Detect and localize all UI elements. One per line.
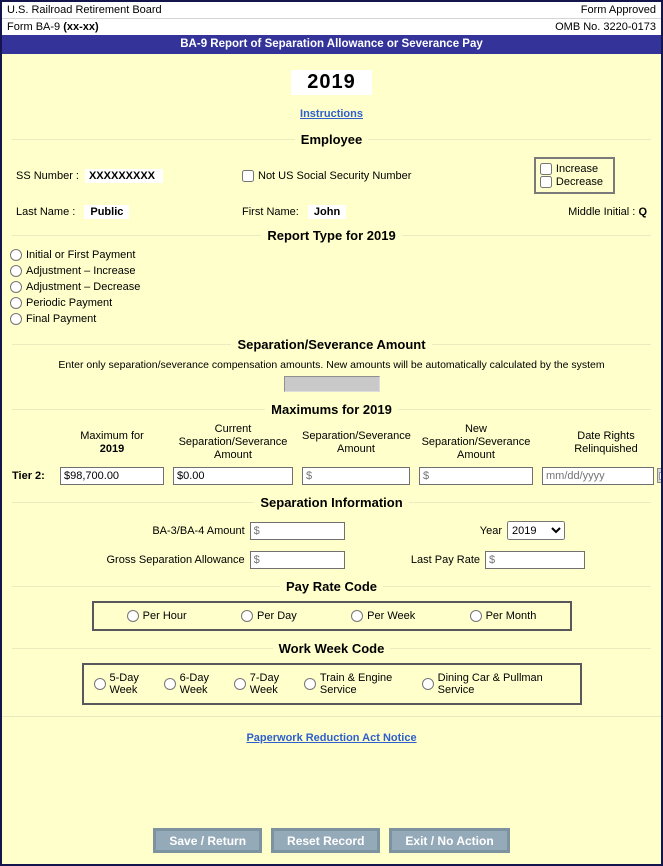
form-approved-label: Form Approved (580, 4, 656, 16)
tier2-row (9, 466, 654, 485)
save-return-button[interactable]: Save / Return (153, 828, 262, 853)
separation-info-heading-text: Separation Information (260, 495, 403, 510)
work-week-option-6day[interactable] (164, 672, 234, 696)
pay-rate-option-week[interactable] (351, 610, 415, 622)
tier2-current-input[interactable] (173, 467, 293, 485)
header-line: Amount (337, 442, 375, 455)
paperwork-row (2, 728, 661, 746)
work-week-radio-dining-pullman[interactable] (422, 678, 434, 690)
pay-rate-heading-text: Pay Rate Code (285, 579, 378, 594)
first-name-value: John (308, 205, 346, 219)
not-us-ssn-label: Not US Social Security Number (258, 169, 412, 182)
header-line: Amount (457, 449, 495, 461)
header-line: Separation/Severance (178, 436, 288, 448)
report-type-option-adj-decrease[interactable] (10, 279, 661, 295)
separation-info-row-2 (2, 551, 661, 569)
increase-decrease-box (534, 157, 615, 194)
banner-title: BA-9 Report of Separation Allowance or Severance Pay (2, 35, 661, 54)
separation-amount-header (302, 430, 410, 456)
pay-rate-radio-day[interactable] (241, 610, 253, 622)
year-group (345, 521, 661, 540)
calendar-icon (659, 472, 663, 480)
last-pay-rate-group (345, 551, 661, 569)
pay-rate-option-day[interactable] (241, 610, 297, 622)
work-week-radio-7day[interactable] (234, 678, 246, 690)
header-line: Amount (214, 449, 252, 461)
tier2-separation-input[interactable] (302, 467, 410, 485)
middle-initial-label: Middle Initial : (568, 206, 636, 218)
maximum-for-2019-header (60, 430, 164, 456)
ba34-group (2, 522, 345, 540)
work-week-radio-train-engine[interactable] (304, 678, 316, 690)
action-buttons (2, 828, 661, 853)
report-type-radio-initial[interactable] (10, 249, 22, 261)
report-type-radio-final[interactable] (10, 313, 22, 325)
work-week-option-7day[interactable] (234, 672, 304, 696)
radio-label: Per Hour (142, 610, 187, 622)
pay-rate-option-hour[interactable] (127, 610, 187, 622)
report-type-options (10, 247, 661, 327)
work-week-box (82, 663, 582, 705)
omb-number: OMB No. 3220-0173 (555, 21, 656, 33)
radio-label: Per Month (485, 610, 537, 622)
header-line: Current (214, 423, 252, 435)
radio-label: Periodic Payment (26, 297, 113, 309)
last-pay-rate-input[interactable] (485, 551, 585, 569)
tier2-maximum-cell (60, 466, 164, 485)
radio-label: Adjustment – Increase (26, 265, 136, 277)
first-name-label: First Name: (242, 206, 299, 218)
tier2-current-cell (173, 466, 293, 485)
form-content (2, 54, 661, 864)
severance-amount-heading-text: Separation/Severance Amount (237, 337, 426, 352)
calendar-button[interactable] (657, 468, 663, 483)
last-name-value: Public (84, 205, 129, 219)
report-type-option-final[interactable] (10, 311, 661, 327)
exit-no-action-button[interactable]: Exit / No Action (389, 828, 509, 853)
header-row-1 (2, 2, 661, 19)
instructions-link[interactable]: Instructions (300, 108, 363, 120)
tier2-maximum-input[interactable] (60, 467, 164, 485)
pay-rate-box (92, 601, 572, 631)
tier2-label: Tier 2: (12, 469, 45, 482)
severance-amount-input (284, 376, 380, 392)
form-number (7, 21, 99, 33)
header-row-2 (2, 19, 661, 35)
employee-row-1 (16, 157, 647, 194)
date-rights-cell (542, 467, 663, 485)
maximums-header-row (9, 423, 654, 462)
pay-rate-radio-hour[interactable] (127, 610, 139, 622)
work-week-option-dining-pullman[interactable] (422, 672, 570, 696)
reset-record-button[interactable]: Reset Record (271, 828, 380, 853)
header-line: 2019 (99, 442, 125, 455)
decrease-checkbox[interactable] (540, 176, 552, 188)
instructions-row (2, 104, 661, 122)
ss-number-group (16, 169, 242, 183)
new-amount-header (419, 423, 533, 462)
gross-allowance-label: Gross Separation Allowance (106, 554, 245, 566)
header-line: Separation/Severance (302, 429, 411, 442)
employee-row-2 (16, 206, 647, 218)
last-name-group (16, 206, 242, 218)
severance-note: Enter only separation/severance compensation amounts. New amounts will be automatically calculated by the system (58, 359, 605, 371)
ss-number-value: XXXXXXXXX (85, 169, 163, 183)
increase-checkbox[interactable] (540, 163, 552, 175)
maximums-heading-text: Maximums for 2019 (271, 402, 392, 417)
year-label: Year (479, 524, 502, 537)
pay-rate-heading (6, 579, 657, 594)
current-amount-header (173, 423, 293, 462)
radio-label: Train & Engine Service (319, 672, 393, 696)
header-line: Date Rights (577, 429, 635, 442)
last-pay-rate-label: Last Pay Rate (410, 554, 480, 566)
pay-rate-radio-week[interactable] (351, 610, 363, 622)
tier2-new-cell (419, 466, 533, 485)
ss-number-label: SS Number : (16, 169, 79, 182)
work-week-radio-5day[interactable] (94, 678, 106, 690)
first-name-group (242, 206, 568, 218)
radio-label: Per Week (367, 610, 416, 622)
date-rights-header (542, 430, 663, 456)
middle-initial-group (568, 206, 647, 218)
pay-rate-radio-month[interactable] (470, 610, 482, 622)
radio-label: Initial or First Payment (26, 249, 136, 261)
gross-allowance-input[interactable] (250, 551, 345, 569)
increase-option[interactable] (540, 163, 603, 175)
severance-amount-heading (6, 337, 657, 352)
middle-initial-value: Q (638, 206, 647, 218)
report-type-option-adj-increase[interactable] (10, 263, 661, 279)
last-name-label: Last Name : (16, 206, 76, 218)
report-type-radio-adj-increase[interactable] (10, 265, 22, 277)
paperwork-reduction-link[interactable]: Paperwork Reduction Act Notice (246, 732, 417, 744)
tier2-separation-cell (302, 466, 410, 485)
header-line: New (464, 423, 487, 435)
report-type-option-initial[interactable] (10, 247, 661, 263)
radio-label: 6-Day Week (179, 672, 209, 696)
header-line: Relinquished (574, 442, 638, 455)
header-line: Maximum for (80, 429, 144, 442)
decrease-label: Decrease (555, 176, 603, 188)
tier2-new-input[interactable] (419, 467, 533, 485)
form-number-text: Form BA-9 (7, 21, 61, 33)
work-week-heading (6, 641, 657, 656)
radio-label: Final Payment (26, 313, 97, 325)
work-week-radio-6day[interactable] (164, 678, 176, 690)
form-version-text: (xx-xx) (63, 21, 99, 33)
radio-label: Adjustment – Decrease (26, 281, 141, 293)
work-week-option-train-engine[interactable] (304, 672, 422, 696)
radio-label: Dining Car & Pullman Service (437, 672, 543, 696)
not-us-ssn-option[interactable] (242, 170, 534, 182)
pay-rate-option-month[interactable] (470, 610, 537, 622)
ba34-input[interactable] (250, 522, 345, 540)
header-line: Separation/Severance (421, 436, 531, 448)
section-divider (2, 716, 661, 717)
work-week-option-5day[interactable] (94, 672, 164, 696)
not-us-ssn-checkbox[interactable] (242, 170, 254, 182)
increase-label: Increase (555, 163, 599, 175)
year-select[interactable] (507, 521, 565, 540)
agency-title: U.S. Railroad Retirement Board (7, 4, 162, 16)
ba34-label: BA-3/BA-4 Amount (152, 524, 245, 537)
gross-allowance-group (2, 551, 345, 569)
radio-label: 7-Day Week (249, 672, 280, 696)
report-type-option-periodic[interactable] (10, 295, 661, 311)
report-type-radio-periodic[interactable] (10, 297, 22, 309)
radio-label: Per Day (257, 610, 297, 622)
report-type-radio-adj-decrease[interactable] (10, 281, 22, 293)
separation-info-row-1 (2, 521, 661, 540)
date-rights-input[interactable] (542, 467, 654, 485)
decrease-option[interactable] (540, 176, 603, 188)
employee-heading-text: Employee (300, 132, 363, 147)
employee-heading (6, 132, 657, 147)
report-type-heading-text: Report Type for 2019 (267, 228, 396, 243)
radio-label: 5-Day Week (109, 672, 139, 696)
maximums-heading (6, 402, 657, 417)
work-week-heading-text: Work Week Code (278, 641, 385, 656)
separation-info-heading (6, 495, 657, 510)
report-type-heading (6, 228, 657, 243)
page-title-year: 2019 (291, 70, 372, 95)
